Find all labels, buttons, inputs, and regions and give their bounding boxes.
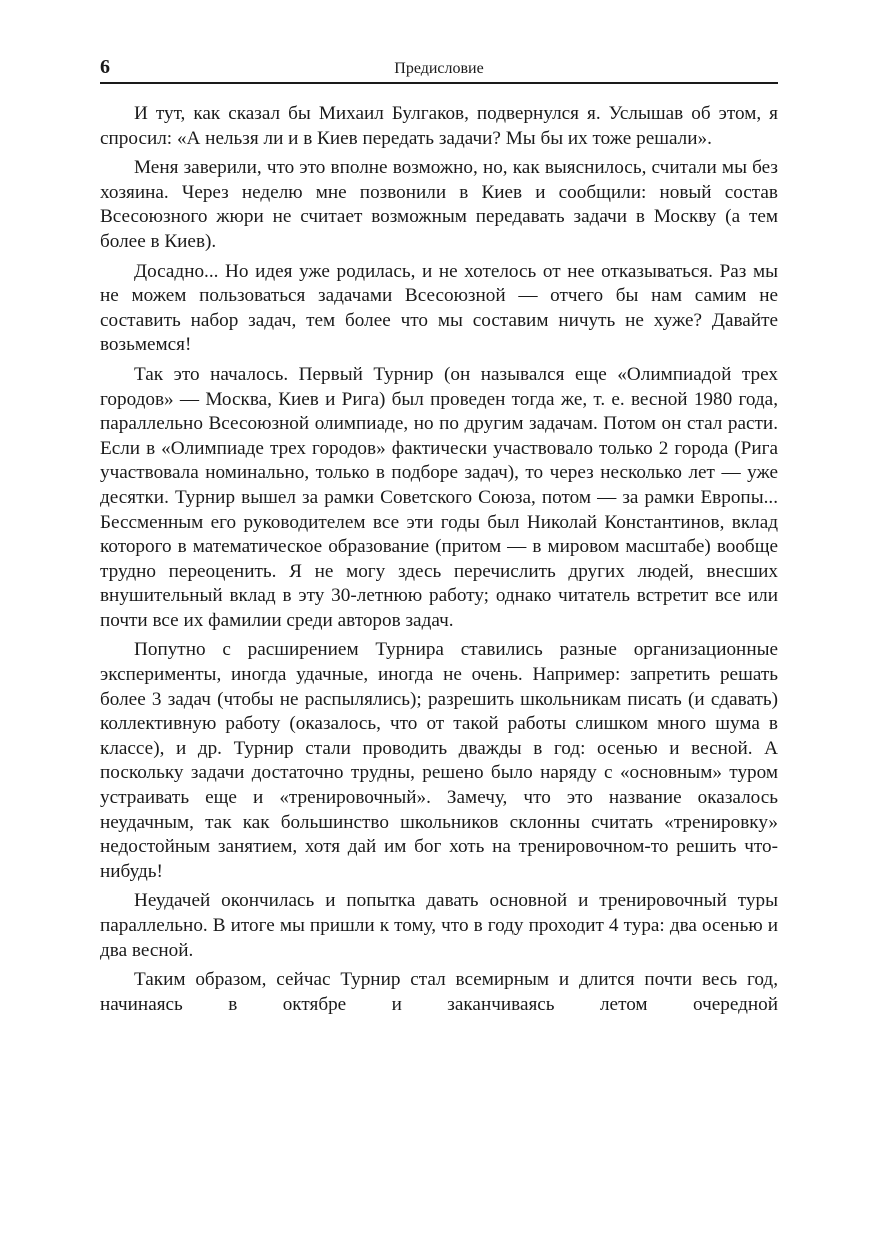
paragraph: Так это началось. Первый Турнир (он назывался еще «Олимпиадой трех городов» — Москва, Киев и Рига) был проведен тогда же, т. е. весной 1980 года, параллельно Всесоюзной олимпиаде, но по другим задачам. Потом он стал расти. Если в «Олимпиаде трех городов» фактически участвовало только 2 города (Рига участвовала номинально, только в подборе задач), то через несколько лет — уже десятки. Турнир вышел за рамки Советского Союза, потом — за рамки Европы... Бессменным его руководителем все эти годы был Николай Константинов, вклад которого в математическое образование (притом — в мировом масштабе) вообще трудно переоценить. Я не могу здесь перечислить других людей, внесших внушительный вклад в эту 30-летнюю работу; однако читатель встретит все или почти все их фамилии среди авторов задач. xyxy=(100,363,778,631)
paragraph: Таким образом, сейчас Турнир стал всемирным и длится почти весь год, начинаясь в октябре и заканчиваясь летом очередной xyxy=(100,969,778,1015)
paragraph: Неудачей окончилась и попытка давать основной и тренировочный туры параллельно. В итоге мы пришли к тому, что в году проходит 4 тура: два осенью и два весной. xyxy=(100,890,778,961)
paragraph: Досадно... Но идея уже родилась, и не хотелось от нее отказываться. Раз мы не можем пользоваться задачами Всесоюзной — отчего бы нам самим не составить набор задач, тем более что мы составим ничуть не хуже? Давайте возьмемся! xyxy=(100,260,778,356)
book-page xyxy=(100,54,778,1022)
body-text xyxy=(100,102,778,1017)
running-head xyxy=(100,54,778,84)
paragraph: Меня заверили, что это вполне возможно, но, как выяснилось, считали мы без хозяина. Через неделю мне позвонили в Киев и сообщили: новый состав Всесоюзного жюри не считает возможным передавать задачи в Москву (а тем более в Киев). xyxy=(100,157,778,252)
page-number: 6 xyxy=(100,56,110,78)
paragraph: И тут, как сказал бы Михаил Булгаков, подвернулся я. Услышав об этом, я спросил: «А нельзя ли и в Киев передать задачи? Мы бы их тоже решали». xyxy=(100,103,778,149)
section-title: Предисловие xyxy=(394,60,484,77)
paragraph: Попутно с расширением Турнира ставились разные организационные эксперименты, иногда удачные, иногда не очень. Например: запретить решать более 3 задач (чтобы не распылялись); разрешить школьникам писать (и сдавать) коллективную работу (оказалось, что от такой работы слишком много шума в классе), и др. Турнир стали проводить дважды в год: осенью и весной. А поскольку задачи достаточно трудны, решено было наряду с «основным» туром устраивать еще и «тренировочный». Замечу, что это название оказалось неудачным, так как большинство школьников склонны считать «тренировку» недостойным занятием, хотя дай им бог хоть на тренировочном-то решить что-нибудь! xyxy=(100,639,778,882)
